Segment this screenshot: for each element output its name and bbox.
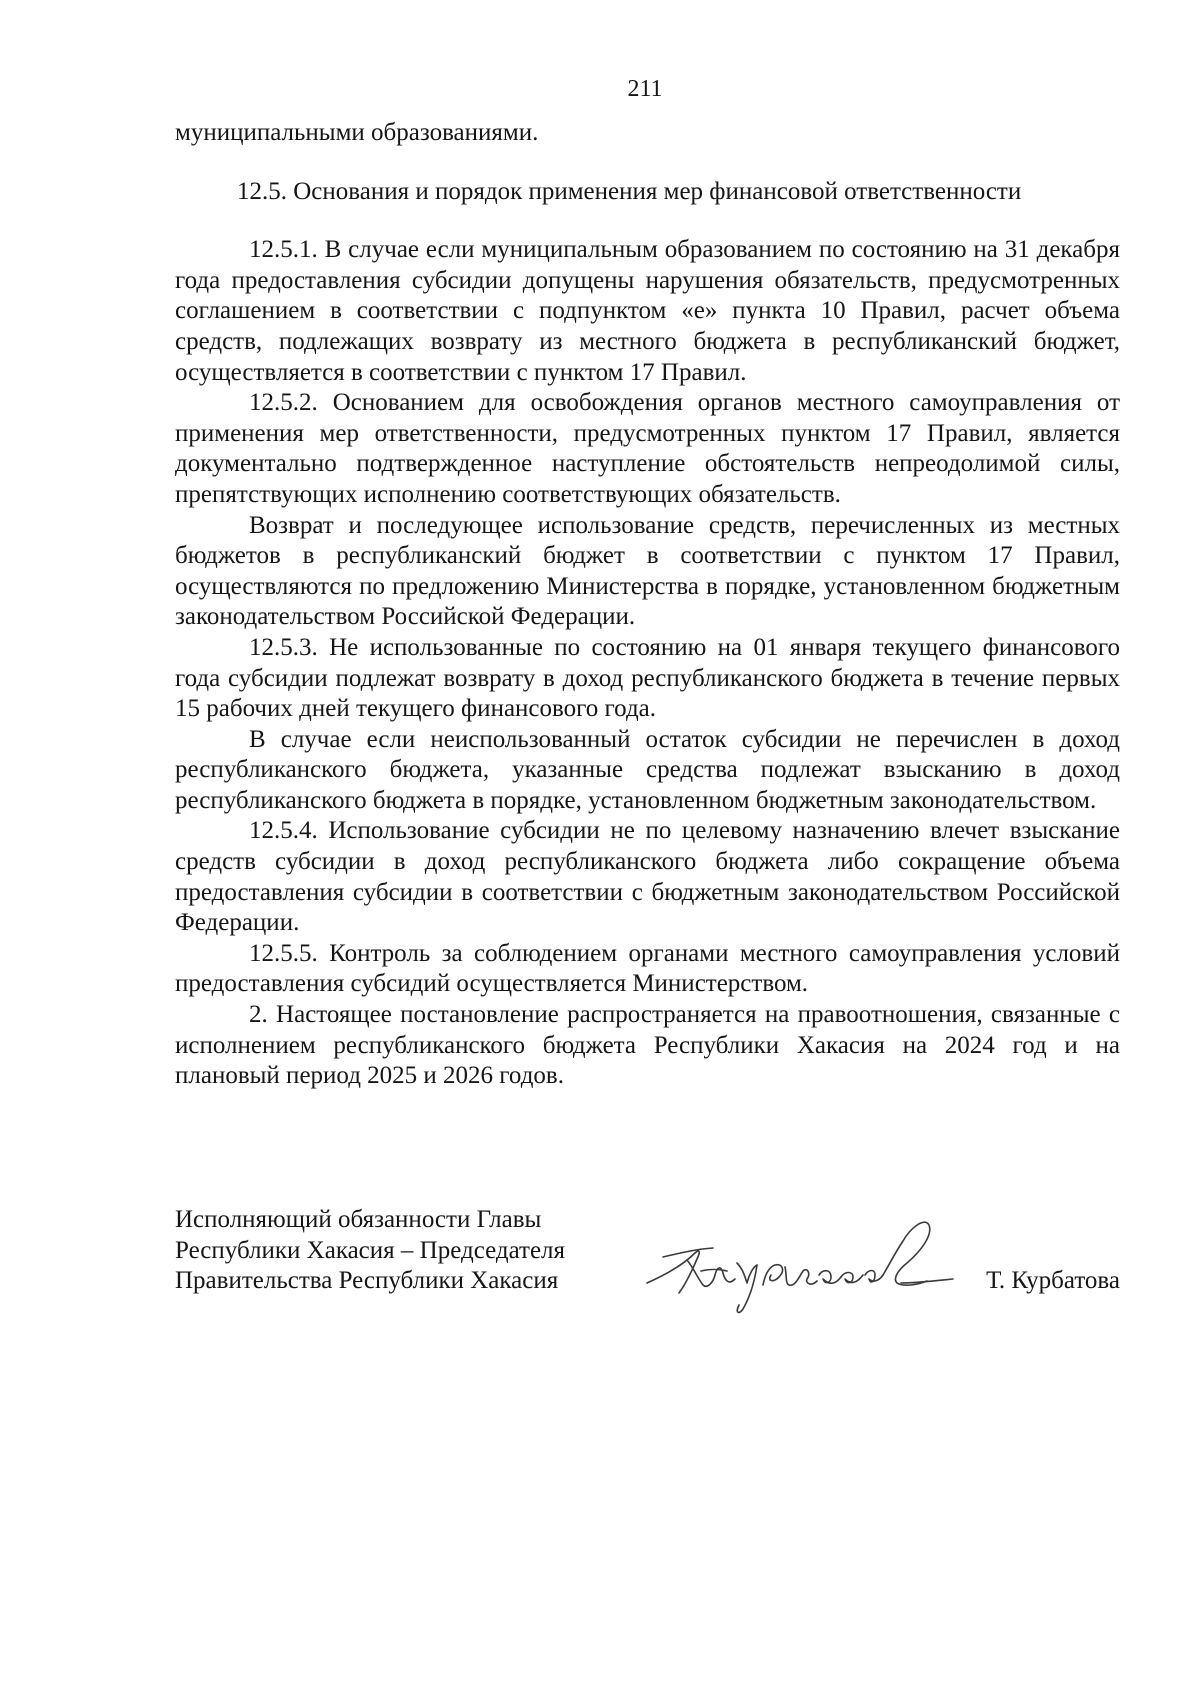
paragraph-clause-2: 2. Настоящее постановление распространяется на правоотношения, связанные с исполнением республиканского бюджета Республики Хакасия на 2024 год и на плановый период 2025 и 2026 годов. bbox=[175, 1001, 1120, 1090]
paragraph-12-5-2: 12.5.2. Основанием для освобождения органов местного самоуправления от применения мер ответственности, предусмотренных пунктом 17 Правил, является документально подтвержденное наступление обстоятельств непреодолимой силы, препятствующих исполнению соответствующих обязательств. bbox=[175, 389, 1120, 508]
section-heading: 12.5. Основания и порядок применения мер финансовой ответственности bbox=[237, 177, 1022, 205]
paragraph-12-5-5: 12.5.5. Контроль за соблюдением органами местного самоуправления условий предоставления субсидий осуществляется Министерством. bbox=[175, 939, 1120, 998]
signer-name: Т. Курбатова bbox=[986, 1267, 1120, 1294]
signer-title-line: Республики Хакасия – Председателя bbox=[175, 1236, 566, 1264]
signature-block bbox=[175, 1205, 1120, 1325]
handwritten-signature bbox=[635, 1205, 965, 1325]
paragraph-12-5-4: 12.5.4. Использование субсидии не по целевому назначению влечет взыскание средств субсидии в доход республиканского бюджета либо сокращение объема предоставления субсидии в соответствии с бюджетным законодательством Российской Федерации. bbox=[175, 817, 1120, 937]
paragraph-12-5-3: 12.5.3. Не использованные по состоянию на 01 января текущего финансового года субсидии подлежат возврату в доход республиканского бюджета в течение первых 15 рабочих дней текущего финансового года. bbox=[175, 633, 1120, 723]
document-body bbox=[175, 118, 1120, 1092]
paragraph-refund: Возврат и последующее использование средств, перечисленных из местных бюджетов в республиканский бюджет в соответствии с пунктом 17 Правил, осуществляются по предложению Министерства в порядке, установленном бюджетным законодательством Российской Федерации. bbox=[175, 511, 1120, 631]
paragraph-12-5-1: 12.5.1. В случае если муниципальным образованием по состоянию на 31 декабря года предоставления субсидии допущены нарушения обязательств, предусмотренных соглашением в соответствии с подпунктом «е» пункта 10 Правил, расчет объема средств, подлежащих возврату из местного бюджета в республиканский бюджет, осуществляется в соответствии с пунктом 17 Правил. bbox=[175, 236, 1120, 386]
signer-title-line: Правительства Республики Хакасия bbox=[175, 1267, 559, 1295]
signer-title-line: Исполняющий обязанности Главы bbox=[175, 1206, 542, 1233]
page-number: 211 bbox=[627, 76, 663, 102]
signer-title bbox=[175, 1205, 615, 1297]
paragraph-recovery: В случае если неиспользованный остаток субсидии не перечислен в доход республиканского бюджета, указанные средства подлежат взысканию в доход республиканского бюджета в порядке, установленном бюджетным законодательством. bbox=[175, 725, 1120, 814]
continuation-text: муниципальными образованиями. bbox=[175, 119, 539, 146]
